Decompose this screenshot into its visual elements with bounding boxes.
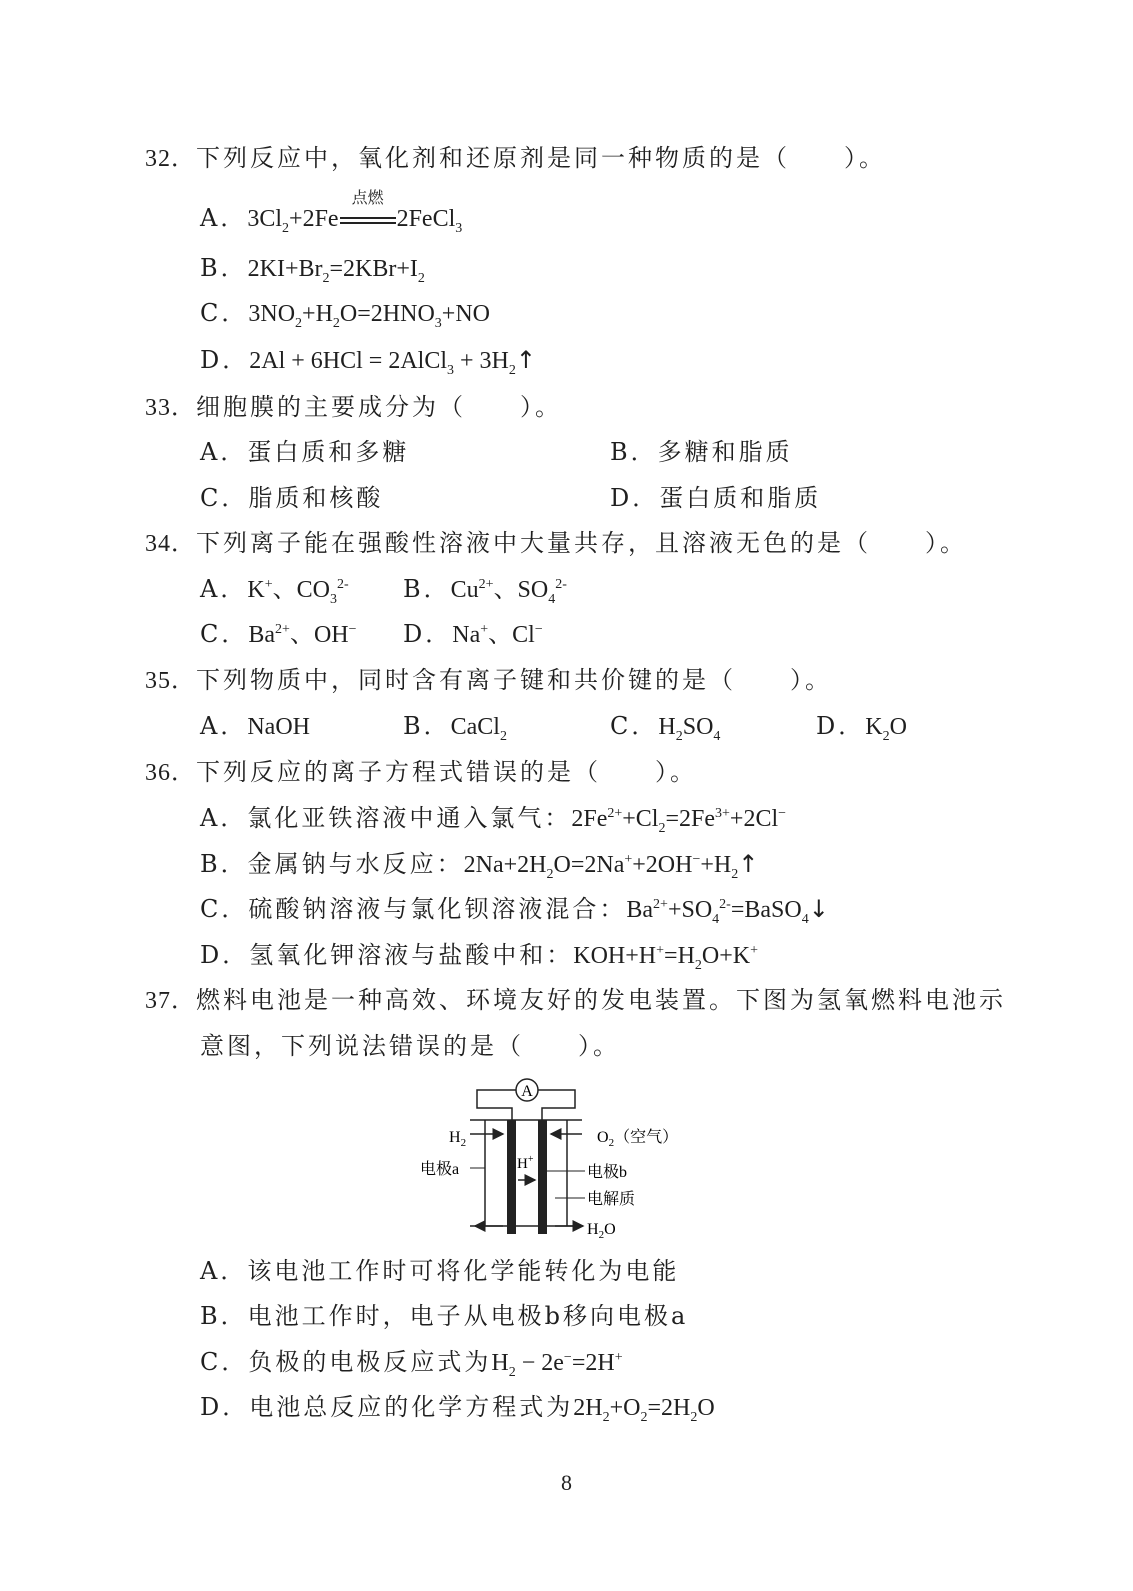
- option-33-d: D．蛋白质和脂质: [610, 484, 822, 512]
- equation: $Ba^{2+}+SO_4^{2-}=BaSO_4↓$: [626, 895, 829, 927]
- question-text: 下列物质中，同时含有离子键和共价键的是（ ）。: [196, 666, 832, 694]
- option-34-c: [200, 619, 357, 650]
- option-37-a: A．该电池工作时可将化学能转化为电能: [200, 1257, 680, 1285]
- option-label: D．氢氧化钾溶液与盐酸中和：: [200, 941, 574, 969]
- question-text: 细胞膜的主要成分为（ ）。: [196, 393, 562, 421]
- equation: 2Al + 6HCl = 2AlCl$_3$ + $3H_2↑$: [249, 346, 536, 378]
- electrolyte-label: 电解质: [587, 1191, 636, 1208]
- option-32-b: [200, 253, 425, 284]
- option-label: D．: [403, 620, 453, 648]
- option-32-d: [200, 345, 536, 376]
- question-number: 37．: [145, 988, 196, 1014]
- question-34-stem: [145, 528, 967, 559]
- option-label: B．金属钠与水反应：: [200, 850, 464, 878]
- electrode-a: [507, 1120, 516, 1234]
- option-label: C．硫酸钠溶液与氯化钡溶液混合：: [200, 895, 627, 923]
- option-label: B．: [403, 575, 451, 603]
- option-label: D．: [200, 346, 250, 374]
- ions: Na+、Cl−: [452, 622, 543, 648]
- option-label: A．: [200, 712, 248, 740]
- option-label: C．: [200, 620, 249, 648]
- option-35-b: [403, 711, 507, 742]
- option-label: D．: [816, 712, 866, 740]
- option-label: B．: [200, 254, 248, 282]
- question-text: 下列反应中，氧化剂和还原剂是同一种物质的是（ ）。: [196, 144, 886, 172]
- equation: $2H_2+O_2=2H_2O$: [573, 1395, 715, 1425]
- equation: $3NO_2+H_2O=2HNO_3+NO$: [248, 301, 490, 331]
- question-37-stem: [145, 985, 1006, 1016]
- option-37-d: [200, 1392, 715, 1423]
- ions: $Ba^{2+}$、OH−: [248, 622, 357, 648]
- option-35-c: [610, 711, 720, 742]
- option-34-d: [403, 619, 543, 650]
- electrode-b-label: 电极b: [587, 1164, 628, 1181]
- equation: $H_2 - 2e^-=2H^+$: [491, 1350, 623, 1380]
- option-36-b: [200, 849, 758, 880]
- question-37-stem-continued: 意图，下列说法错误的是（ ）。: [200, 1032, 620, 1060]
- equation: $KOH+H^+=H_2O+K^+$: [573, 943, 759, 973]
- option-37-c: [200, 1347, 623, 1378]
- option-34-a: [200, 574, 349, 605]
- option-label: C．: [610, 712, 659, 740]
- question-number: 33．: [145, 395, 196, 421]
- equation: $3Cl_2+2Fe$ 点燃 2FeCl$_3$: [247, 206, 462, 232]
- question-33-stem: [145, 392, 562, 423]
- option-label: A．: [200, 204, 248, 232]
- option-label: B．: [403, 712, 451, 740]
- ions: $Cu^{2+}$、$SO_4^{2-}$: [450, 577, 567, 607]
- question-32-stem: [145, 143, 886, 174]
- equation: $2Na+2H_2O=2Na^++2OH^-+H_2↑$: [463, 850, 759, 882]
- question-number: 32．: [145, 146, 196, 172]
- question-text: 燃料电池是一种高效、环境友好的发电装置。下图为氢氧燃料电池示: [196, 986, 1006, 1014]
- option-36-a: [200, 803, 786, 834]
- formula: NaOH: [247, 714, 310, 740]
- option-33-a: A．蛋白质和多糖: [200, 438, 410, 466]
- option-label: A．氯化亚铁溶液中通入氯气：: [200, 804, 572, 832]
- option-37-b: B．电池工作时，电子从电极b移向电极a: [200, 1302, 689, 1330]
- question-text: 下列反应的离子方程式错误的是（ ）。: [196, 758, 697, 786]
- h2o-label: $H_2O$: [587, 1221, 616, 1241]
- option-label: C．: [200, 299, 249, 327]
- question-35-stem: [145, 665, 832, 696]
- question-number: 34．: [145, 531, 196, 557]
- electrode-b: [538, 1120, 547, 1234]
- option-33-c: C．脂质和核酸: [200, 484, 384, 512]
- option-34-b: [403, 574, 567, 605]
- option-35-a: [200, 711, 310, 742]
- option-label: A．: [200, 575, 248, 603]
- h-plus-label: H+: [517, 1154, 534, 1172]
- h2-label: $H_2$: [449, 1129, 467, 1149]
- reaction-condition: [339, 190, 397, 234]
- ions: K+、$CO_3^{2-}$: [247, 577, 349, 607]
- formula: $H_2SO_4$: [658, 714, 721, 744]
- option-36-c: [200, 894, 829, 925]
- o2-label: $O_2$（空气）: [597, 1129, 679, 1149]
- option-label: D．电池总反应的化学方程式为: [200, 1393, 574, 1421]
- question-number: 36．: [145, 760, 196, 786]
- equation: $2Fe^{2+}+Cl_2=2Fe^{3+}+2Cl^-$: [571, 806, 787, 836]
- question-36-stem: [145, 757, 697, 788]
- option-32-c: [200, 298, 490, 329]
- option-label: C．负极的电极反应式为: [200, 1348, 492, 1376]
- question-number: 35．: [145, 668, 196, 694]
- formula: CaCl$_2$: [450, 714, 507, 744]
- ammeter-label: A: [521, 1083, 533, 1100]
- option-32-a: [200, 190, 463, 236]
- o2-air-label: （空气）: [614, 1129, 679, 1146]
- condition-label: 点燃: [351, 190, 384, 207]
- option-35-d: [816, 711, 907, 742]
- formula: $K_2O$: [865, 714, 907, 744]
- page-number: 8: [561, 1470, 572, 1495]
- option-36-d: [200, 940, 758, 971]
- equation: $2KI+Br_2=2KBr+I_2$: [247, 256, 425, 286]
- electrode-a-label: 电极a: [420, 1161, 460, 1178]
- fuel-cell-diagram: [415, 1076, 715, 1246]
- option-33-b: B．多糖和脂质: [610, 438, 793, 466]
- question-text: 下列离子能在强酸性溶液中大量共存，且溶液无色的是（ ）。: [196, 529, 967, 557]
